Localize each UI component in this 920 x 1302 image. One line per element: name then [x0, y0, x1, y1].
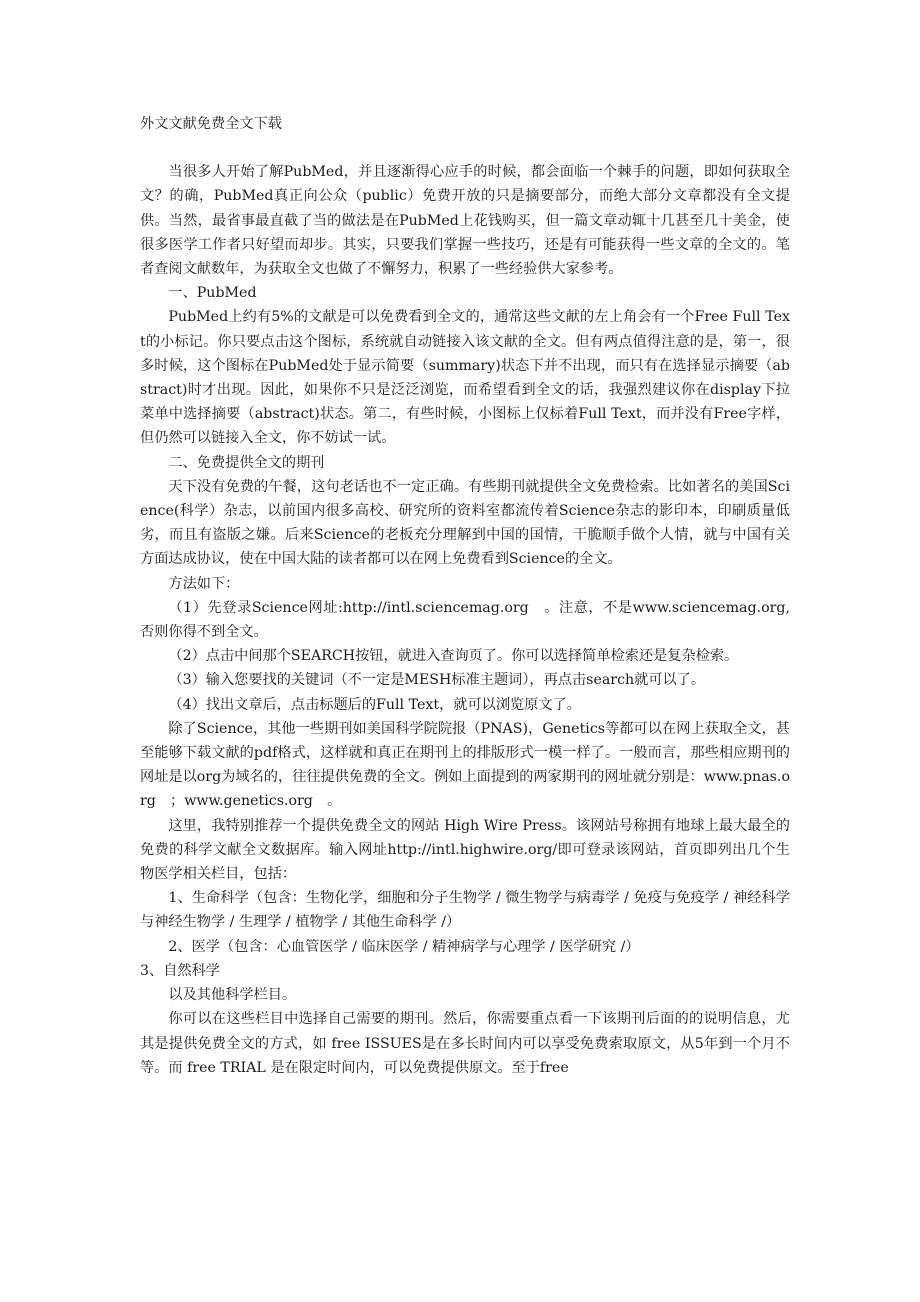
method-step-4: （4）找出文章后，点击标题后的Full Text，就可以浏览原文了。	[168, 696, 581, 713]
free-journals-paragraph: 天下没有免费的午餐，这句老话也不一定正确。有些期刊就提供全文免费检索。比如著名的美国Science(科学）杂志，以前国内很多高校、研究所的资料室都流传着Science杂志的影印本，印刷质量低劣，而且有盗版之嫌。后来Science的老板充分理解到中国的国情，干脆顺手做个人情，就与中国有关方面达成协议，使在中国大陆的读者都可以在网上免费看到Science的全文。	[140, 478, 790, 568]
category-life-science: 1、生命科学（包含：生物化学，细胞和分子生物学 / 微生物学与病毒学 / 免疫与免疫学 / 神经科学与神经生物学 / 生理学 / 植物学 / 其他生命科学 /）	[140, 890, 790, 931]
document-title: 外文文献免费全文下载	[140, 116, 282, 132]
highwire-paragraph: 这里，我特别推荐一个提供免费全文的网站 High Wire Press。该网站号称拥有地球上最大最全的免费的科学文献全文数据库。输入网址http://intl.highwire.org/即可登录该网站，首页即列出几个生物医学相关栏目，包括：	[140, 817, 790, 883]
pubmed-paragraph: PubMed上约有5%的文献是可以免费看到全文的，通常这些文献的左上角会有一个Free Full Text的小标记。你只要点击这个图标，系统就自动链接入该文献的全文。但有两点值得注意的是，第一，很多时候，这个图标在PubMed处于显示简要（summary)状态下并不出现，而只有在选择显示摘要（abstract)时才出现。因此，如果你不只是泛泛浏览，而希望看到全文的话，我强烈建议你在display下拉菜单中选择摘要（abstract)状态。第二，有些时候，小图标上仅标着Full Text，而并没有Free字样，但仍然可以链接入全文，你不妨试一试。	[140, 309, 790, 447]
method-intro: 方法如下：	[168, 575, 240, 592]
category-natural-science: 3、自然科学	[140, 962, 220, 979]
other-journals-paragraph: 除了Science，其他一些期刊如美国科学院院报（PNAS)，Genetics等都可以在网上获取全文，甚至能够下载文献的pdf格式，这样就和真正在期刊上的排版形式一模一样了。一般而言，那些相应期刊的网址是以org为域名的，往往提供免费的全文。例如上面提到的两家期刊的网址就分别是：www.pnas.org ；www.genetics.org 。	[140, 720, 790, 810]
method-step-3: （3）输入您要找的关键词（不一定是MESH标准主题词），再点击search就可以了。	[168, 672, 706, 689]
section-heading-free-journals: 二、免费提供全文的期刊	[168, 454, 325, 471]
category-other: 以及其他科学栏目。	[168, 987, 297, 1004]
journal-selection-paragraph: 你可以在这些栏目中选择自己需要的期刊。然后，你需要重点看一下该期刊后面的的说明信息，尤其是提供免费全文的方式，如 free ISSUES是在多长时间内可以享受免费索取原文，从5年到一个月不等。而 free TRIAL 是在限定时间内，可以免费提供原文。至于free	[140, 1011, 790, 1076]
method-step-1: （1）先登录Science网址:http://intl.sciencemag.org 。注意，不是www.sciencemag.org,否则你得不到全文。	[140, 599, 790, 641]
category-medicine: 2、医学（包含：心血管医学 / 临床医学 / 精神病学与心理学 / 医学研究 /）	[168, 938, 640, 955]
intro-paragraph: 当很多人开始了解PubMed，并且逐渐得心应手的时候，都会面临一个棘手的问题，即如何获取全文？的确，PubMed真正向公众（public）免费开放的只是摘要部分，而绝大部分文章都没有全文提供。当然，最省事最直截了当的做法是在PubMed上花钱购买，但一篇文章动辄十几甚至几十美金，使很多医学工作者只好望而却步。其实，只要我们掌握一些技巧，还是有可能获得一些文章的全文的。笔者查阅文献数年，为获取全文也做了不懈努力，积累了一些经验供大家参考。	[140, 164, 790, 277]
document-page	[140, 112, 790, 1080]
section-heading-pubmed: 一、PubMed	[168, 285, 257, 302]
blank-line	[140, 136, 790, 160]
method-step-2: （2）点击中间那个SEARCH按钮，就进入查询页了。你可以选择简单检索还是复杂检索。	[168, 648, 739, 665]
